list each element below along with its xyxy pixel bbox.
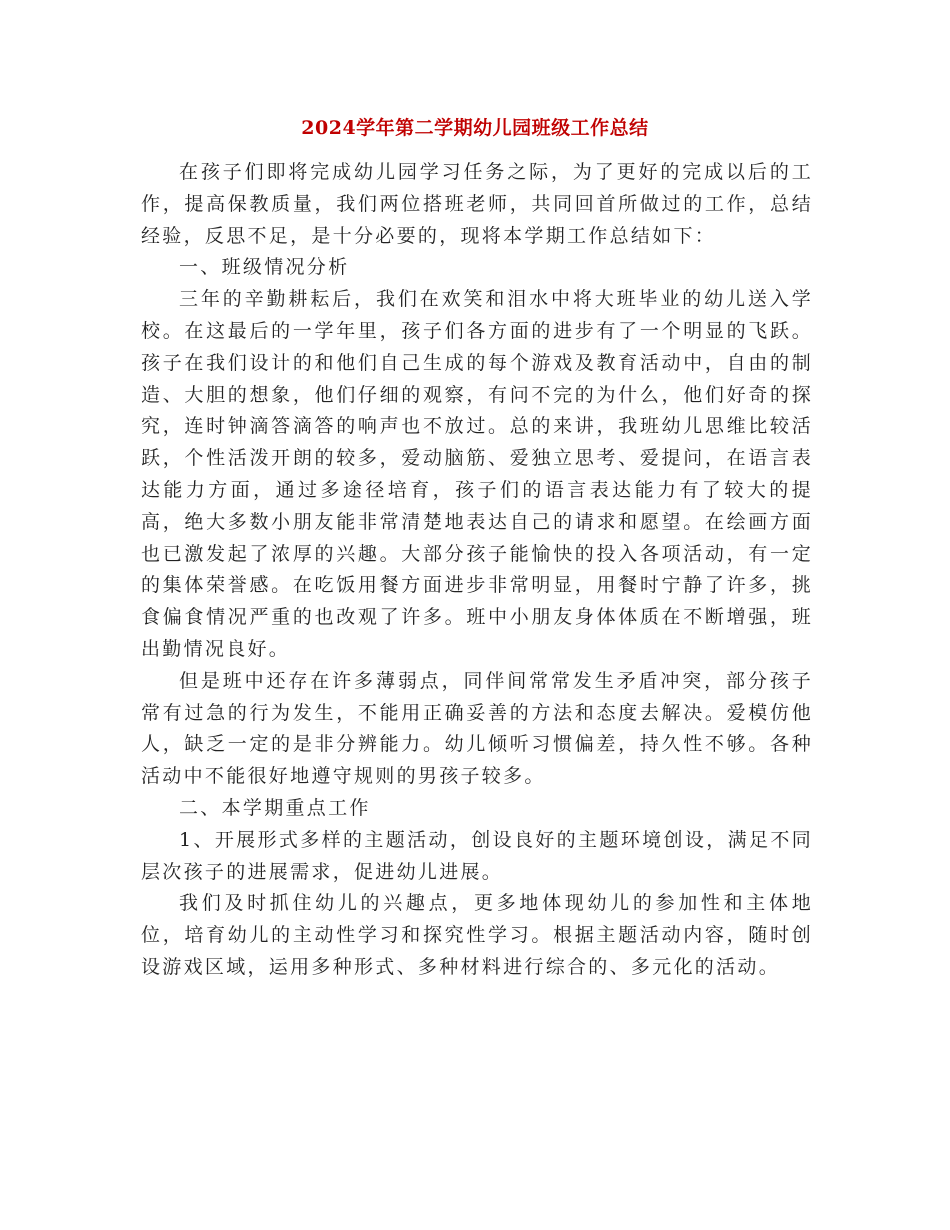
paragraph-themed-activities: 1、开展形式多样的主题活动，创设良好的主题环境创设，满足不同层次孩子的进展需求，促进幼儿进展。 <box>141 828 813 883</box>
document-body <box>141 157 813 984</box>
paragraph-weaknesses: 但是班中还存在许多薄弱点，同伴间常常发生矛盾冲突，部分孩子常有过急的行为发生，不能用正确妥善的方法和态度去解决。爱模仿他人，缺乏一定的是非分辨能力。幼儿倾听习惯偏差，持久性不够。各种活动中不能很好地遵守规则的男孩子较多。 <box>141 669 813 788</box>
section-heading-key-work: 二、本学期重点工作 <box>179 796 371 819</box>
section-heading-class-analysis: 一、班级情况分析 <box>179 256 350 279</box>
paragraph-class-progress: 三年的辛勤耕耘后，我们在欢笑和泪水中将大班毕业的幼儿送入学校。在这最后的一学年里，孩子们各方面的进步有了一个明显的飞跃。孩子在我们设计的和他们自己生成的每个游戏及教育活动中，自由的制造、大胆的想象，他们仔细的观察，有问不完的为什么，他们好奇的探究，连时钟滴答滴答的响声也不放过。总的来讲，我班幼儿思维比较活跃，个性活泼开朗的较多，爱动脑筋、爱独立思考、爱提问，在语言表达能力方面，通过多途径培育，孩子们的语言表达能力有了较大的提高，绝大多数小朋友能非常清楚地表达自己的请求和愿望。在绘画方面也已激发起了浓厚的兴趣。大部分孩子能愉快的投入各项活动，有一定的集体荣誉感。在吃饭用餐方面进步非常明显，用餐时宁静了许多，挑食偏食情况严重的也改观了许多。班中小朋友身体体质在不断增强，班出勤情况良好。 <box>141 288 813 660</box>
document-title: 2024学年第二学期幼儿园班级工作总结 <box>301 117 649 139</box>
paragraph-interest-points: 我们及时抓住幼儿的兴趣点，更多地体现幼儿的参加性和主体地位，培育幼儿的主动性学习和探究性学习。根据主题活动内容，随时创设游戏区域，运用多种形式、多种材料进行综合的、多元化的活动。 <box>141 892 813 978</box>
paragraph-intro: 在孩子们即将完成幼儿园学习任务之际，为了更好的完成以后的工作，提高保教质量，我们两位搭班老师，共同回首所做过的工作，总结经验，反思不足，是十分必要的，现将本学期工作总结如下： <box>141 161 813 247</box>
